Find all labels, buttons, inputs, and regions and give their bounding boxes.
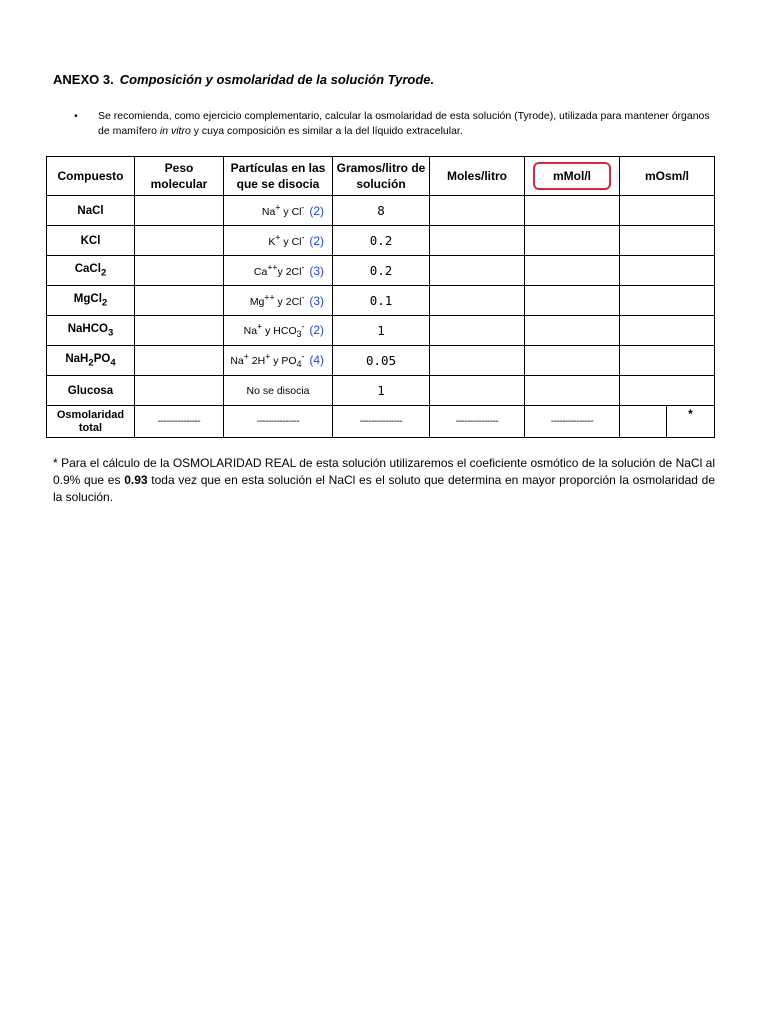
header-mosm: mOsm/l bbox=[620, 157, 715, 196]
particles-cell bbox=[224, 316, 333, 346]
composition-table bbox=[46, 156, 715, 438]
particles-text: Na+ 2H+ y $PO_4^-$ bbox=[230, 351, 305, 370]
table-row bbox=[47, 346, 715, 376]
molecular-weight-cell bbox=[135, 196, 224, 226]
total-dash: --------------- bbox=[135, 406, 224, 438]
moles-cell bbox=[430, 316, 525, 346]
table-header-row bbox=[47, 157, 715, 196]
moles-cell bbox=[430, 376, 525, 406]
molecular-weight-cell bbox=[135, 376, 224, 406]
annex-label: ANEXO 3. bbox=[53, 72, 114, 87]
mmol-cell bbox=[525, 196, 620, 226]
total-dash: --------------- bbox=[430, 406, 525, 438]
table-row bbox=[47, 256, 715, 286]
mosm-cell bbox=[620, 286, 715, 316]
moles-cell bbox=[430, 226, 525, 256]
instruction-text: Se recomienda, como ejercicio complementario, calcular la osmolaridad de esta solución (Tyrode), utilizada para mantener órganos de mamífero in vitro y cuya composición es similar a la del líquido extracelular. bbox=[98, 110, 710, 137]
header-moles: Moles/litro bbox=[430, 157, 525, 196]
header-particulas: Partículas en las que se disocia bbox=[224, 157, 333, 196]
grams-per-liter: 0.2 bbox=[333, 226, 430, 256]
particles-text: K+ y Cl- bbox=[268, 232, 305, 249]
grams-per-liter: 1 bbox=[333, 316, 430, 346]
table-body bbox=[47, 196, 715, 406]
total-row bbox=[47, 406, 715, 438]
particles-text: Mg++ y 2Cl- bbox=[249, 292, 305, 309]
compound-name: Glucosa bbox=[47, 376, 135, 406]
moles-cell bbox=[430, 196, 525, 226]
mmol-cell bbox=[525, 316, 620, 346]
footnote: * Para el cálculo de la OSMOLARIDAD REAL de esta solución utilizaremos el coeficiente osmótico de la solución de NaCl al 0.9% que es 0.93 toda vez que en esta solución el NaCl es el soluto que determina en mayor proporción la osmolaridad de la solución. bbox=[53, 456, 715, 504]
particle-count: (4) bbox=[309, 353, 324, 368]
grams-per-liter: 0.2 bbox=[333, 256, 430, 286]
total-dash: --------------- bbox=[525, 406, 620, 438]
header-gramos: Gramos/litro de solución bbox=[333, 157, 430, 196]
particles-cell bbox=[224, 286, 333, 316]
total-star: * bbox=[667, 406, 715, 438]
molecular-weight-cell bbox=[135, 316, 224, 346]
header-compuesto: Compuesto bbox=[47, 157, 135, 196]
mmol-cell bbox=[525, 286, 620, 316]
mosm-cell bbox=[620, 256, 715, 286]
annex-title bbox=[53, 72, 434, 87]
compound-name: CaCl$_2$ bbox=[47, 256, 135, 286]
table-row bbox=[47, 196, 715, 226]
molecular-weight-cell bbox=[135, 346, 224, 376]
mosm-cell bbox=[620, 376, 715, 406]
compound-name: MgCl$_2$ bbox=[47, 286, 135, 316]
mmol-cell bbox=[525, 376, 620, 406]
total-dash: --------------- bbox=[333, 406, 430, 438]
mosm-cell bbox=[620, 346, 715, 376]
particle-count: (2) bbox=[309, 204, 324, 219]
bullet-icon: • bbox=[74, 110, 78, 122]
particle-count: (2) bbox=[309, 234, 324, 249]
particle-count: (3) bbox=[309, 294, 324, 309]
molecular-weight-cell bbox=[135, 226, 224, 256]
particles-text: Na+ y $HCO_3^-$ bbox=[243, 321, 305, 340]
moles-cell bbox=[430, 286, 525, 316]
table-row bbox=[47, 376, 715, 406]
moles-cell bbox=[430, 346, 525, 376]
total-label: Osmolaridad total bbox=[47, 406, 135, 438]
particle-count: (3) bbox=[309, 264, 324, 279]
mmol-cell bbox=[525, 226, 620, 256]
mmol-cell bbox=[525, 346, 620, 376]
molecular-weight-cell bbox=[135, 286, 224, 316]
particle-count: (2) bbox=[309, 323, 324, 338]
particles-cell bbox=[224, 256, 333, 286]
moles-cell bbox=[430, 256, 525, 286]
mosm-cell bbox=[620, 226, 715, 256]
molecular-weight-cell bbox=[135, 256, 224, 286]
mmol-cell bbox=[525, 256, 620, 286]
mosm-cell bbox=[620, 316, 715, 346]
particles-text: Na+ y Cl- bbox=[261, 202, 305, 219]
table-row bbox=[47, 226, 715, 256]
compound-name: KCl bbox=[47, 226, 135, 256]
table-row bbox=[47, 316, 715, 346]
grams-per-liter: 0.1 bbox=[333, 286, 430, 316]
total-mosm-empty bbox=[620, 406, 667, 438]
header-mmol-cell bbox=[525, 157, 620, 196]
annex-subtitle: Composición y osmolaridad de la solución Tyrode. bbox=[119, 72, 435, 87]
table-row bbox=[47, 286, 715, 316]
header-mmol-highlighted: mMol/l bbox=[533, 162, 611, 190]
particles-cell bbox=[224, 376, 333, 406]
particles-cell bbox=[224, 346, 333, 376]
grams-per-liter: 0.05 bbox=[333, 346, 430, 376]
particles-cell bbox=[224, 226, 333, 256]
particles-cell bbox=[224, 196, 333, 226]
compound-name: NaCl bbox=[47, 196, 135, 226]
compound-name: NaHCO$_3$ bbox=[47, 316, 135, 346]
mosm-cell bbox=[620, 196, 715, 226]
particles-text: No se disocia bbox=[246, 384, 310, 397]
grams-per-liter: 1 bbox=[333, 376, 430, 406]
grams-per-liter: 8 bbox=[333, 196, 430, 226]
compound-name: $NaH_2PO_4$ bbox=[47, 346, 135, 376]
header-peso: Peso molecular bbox=[135, 157, 224, 196]
total-dash: --------------- bbox=[224, 406, 333, 438]
particles-text: Ca++y 2Cl- bbox=[253, 262, 305, 279]
